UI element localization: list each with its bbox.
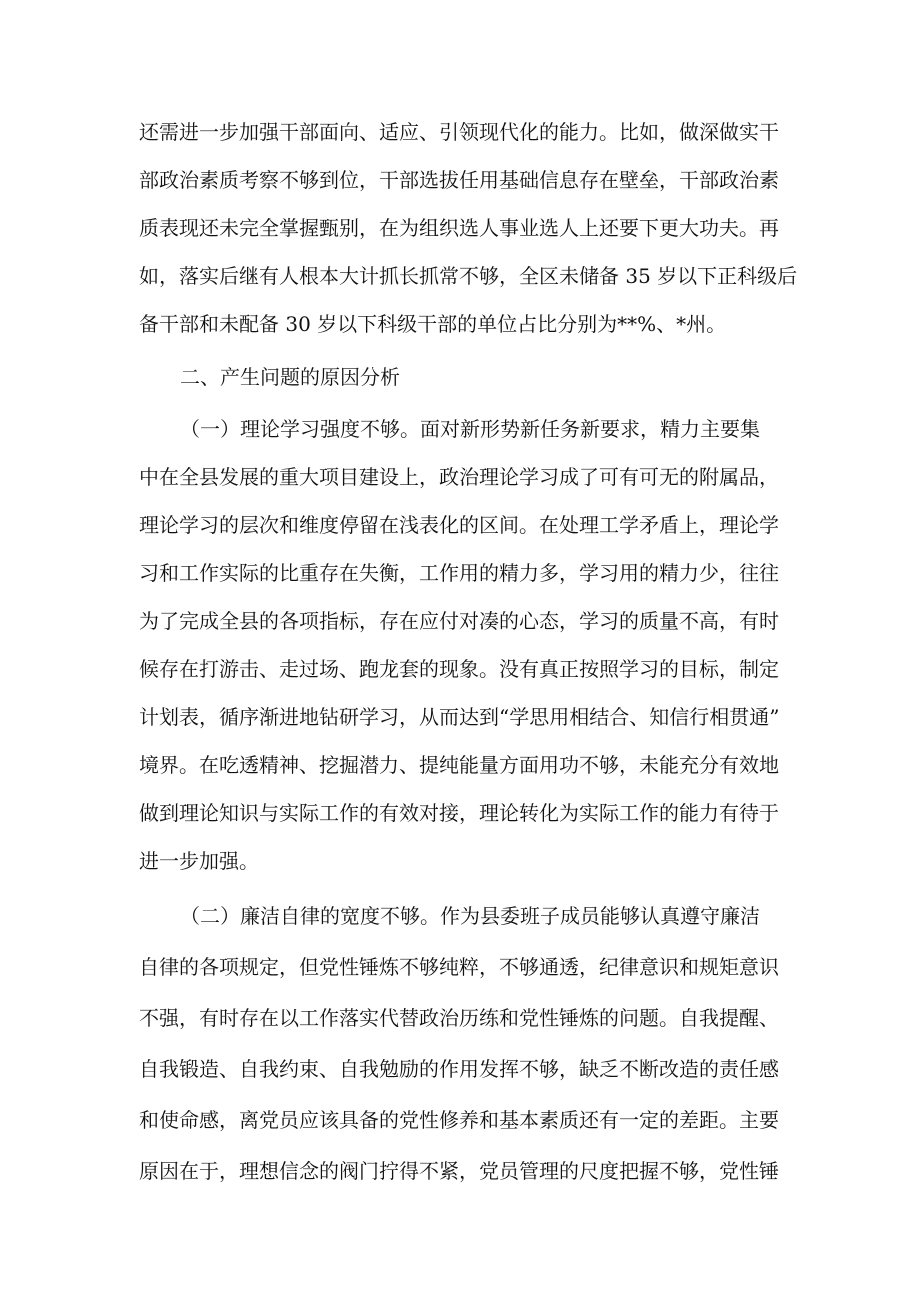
text-line: （一）理论学习强度不够。面对新形势新任务新要求，精力主要集 <box>180 417 760 441</box>
text-line: 和使命感，离党员应该具备的党性修养和基本素质还有一定的差距。主要 <box>139 1108 779 1132</box>
text-line: 习和工作实际的比重存在失衡，工作用的精力多，学习用的精力少，往往 <box>139 561 779 585</box>
text-line: 中在全县发展的重大项目建设上，政治理论学习成了可有可无的附属品， <box>139 465 779 489</box>
text-line: 候存在打游击、走过场、跑龙套的现象。没有真正按照学习的目标，制定 <box>139 657 779 681</box>
text-line: 自我锻造、自我约束、自我勉励的作用发挥不够，缺乏不断改造的责任感 <box>139 1057 779 1081</box>
text-line: 不强，有时存在以工作落实代替政治历练和党性锤炼的问题。自我提醒、 <box>139 1006 779 1030</box>
text-line: 计划表，循序渐进地钻研学习，从而达到“学思用相结合、知信行相贯通” <box>139 705 780 729</box>
section-heading: 二、产生问题的原因分析 <box>180 365 400 389</box>
text-line: 做到理论知识与实际工作的有效对接，理论转化为实际工作的能力有待于 <box>139 801 779 825</box>
text-line: （二）廉洁自律的宽度不够。作为县委班子成员能够认真遵守廉洁 <box>180 904 760 928</box>
text-line: 为了完成全县的各项指标，存在应付对凑的心态，学习的质量不高，有时 <box>139 609 779 633</box>
text-line: 境界。在吃透精神、挖掘潜力、提纯能量方面用功不够，未能充分有效地 <box>139 753 779 777</box>
text-line: 质表现还未完全掌握甄别，在为组织选人事业选人上还要下更大功夫。再 <box>139 216 779 240</box>
text-line: 原因在于，理想信念的阀门拧得不紧，党员管理的尺度把握不够，党性锤 <box>139 1159 779 1183</box>
text-line: 部政治素质考察不够到位，干部选拔任用基础信息存在壁垒，干部政治素 <box>139 168 779 192</box>
text-line: 备干部和未配备 30 岁以下科级干部的单位占比分别为**%、*州。 <box>139 312 727 336</box>
text-line: 理论学习的层次和维度停留在浅表化的区间。在处理工学矛盾上，理论学 <box>139 513 779 537</box>
text-line: 进一步加强。 <box>139 849 259 873</box>
text-line: 还需进一步加强干部面向、适应、引领现代化的能力。比如，做深做实干 <box>139 120 779 144</box>
text-line: 自律的各项规定，但党性锤炼不够纯粹，不够通透，纪律意识和规矩意识 <box>139 955 779 979</box>
text-line: 如，落实后继有人根本大计抓长抓常不够，全区未储备 35 岁以下正科级后 <box>139 264 798 288</box>
